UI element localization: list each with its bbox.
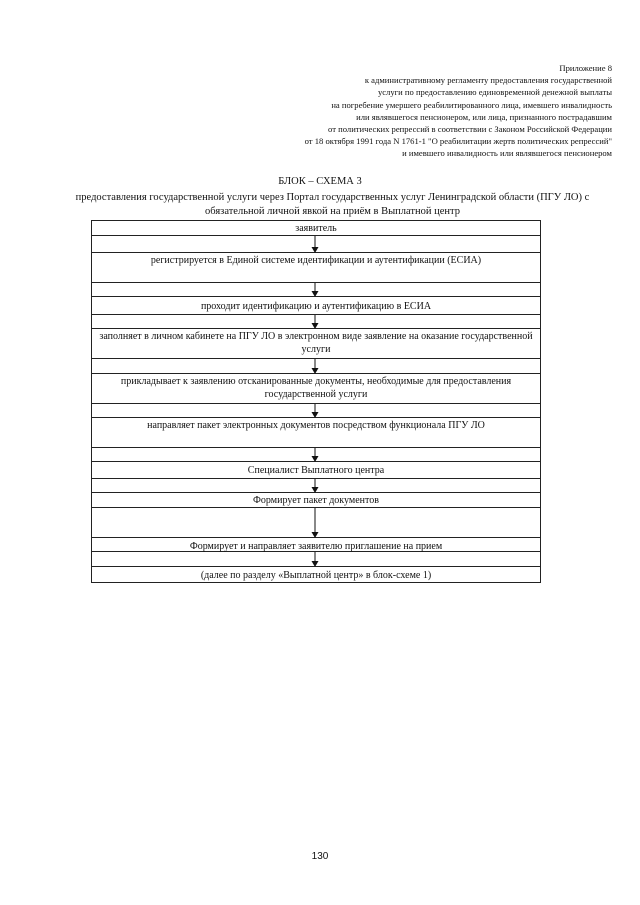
- flow-connector: [91, 448, 541, 462]
- flow-step-fill-form: заполняет в личном кабинете на ПГУ ЛО в электронном виде заявление на оказание государственной услуги: [91, 329, 541, 359]
- flowchart: [91, 220, 541, 583]
- flow-step-send-package: направляет пакет электронных документов посредством функционала ПГУ ЛО: [91, 418, 541, 448]
- appendix-line: от политических репрессий в соответствии с Законом Российской Федерации: [328, 124, 612, 135]
- arrow-down-icon: [308, 315, 322, 329]
- appendix-line: и имевшего инвалидность или являвшегося пенсионером: [402, 148, 612, 159]
- flow-step-applicant: заявитель: [91, 221, 541, 236]
- scheme-subtitle: предоставления государственной услуги через Портал государственных услуг Ленинградской области (ПГУ ЛО) с обязательной личной явкой на приём в Выплатной центр: [75, 192, 590, 217]
- scheme-title: БЛОК – СХЕМА 3: [278, 176, 362, 187]
- flow-connector: [91, 508, 541, 538]
- page-number: 130: [311, 851, 329, 862]
- appendix-line: услуги по предоставлению единовременной денежной выплаты: [377, 87, 612, 98]
- arrow-down-icon: [308, 479, 322, 493]
- arrow-down-icon: [308, 236, 322, 253]
- flow-step-attach-docs: прикладывает к заявлению отсканированные документы, необходимые для предоставления государственной услуги: [91, 374, 541, 404]
- arrow-down-icon: [308, 448, 322, 462]
- flow-step-invitation: Формирует и направляет заявителю приглашение на прием: [91, 538, 541, 552]
- appendix-line: Приложение 8: [559, 63, 612, 73]
- flow-connector: [91, 359, 541, 374]
- flow-connector: [91, 479, 541, 493]
- appendix-line: к административному регламенту предоставления государственной: [364, 75, 612, 86]
- flow-connector: [91, 315, 541, 329]
- flow-connector: [91, 404, 541, 418]
- flow-step-form-package: Формирует пакет документов: [91, 493, 541, 508]
- appendix-line: или являвшегося пенсионером, или лица, признанного пострадавшим: [356, 111, 612, 122]
- appendix-line: от 18 октября 1991 года N 1761-1 "О реабилитации жертв политических репрессий": [304, 136, 612, 147]
- flow-step-identify: проходит идентификацию и аутентификацию в ЕСИА: [91, 297, 541, 315]
- flow-step-specialist: Специалист Выплатного центра: [91, 462, 541, 479]
- arrow-down-icon: [308, 404, 322, 418]
- appendix-header: [192, 62, 612, 160]
- arrow-down-icon: [308, 359, 322, 374]
- flow-connector: [91, 236, 541, 253]
- appendix-line: на погребение умершего реабилитированного лица, имевшего инвалидность: [331, 99, 612, 110]
- flow-step-register: регистрируется в Единой системе идентификации и аутентификации (ЕСИА): [91, 253, 541, 283]
- arrow-down-icon: [308, 552, 322, 567]
- flow-connector: [91, 283, 541, 297]
- flow-connector: [91, 552, 541, 567]
- arrow-down-icon: [308, 283, 322, 297]
- flow-step-continue: (далее по разделу «Выплатной центр» в блок-схеме 1): [91, 567, 541, 583]
- arrow-down-icon: [308, 508, 322, 538]
